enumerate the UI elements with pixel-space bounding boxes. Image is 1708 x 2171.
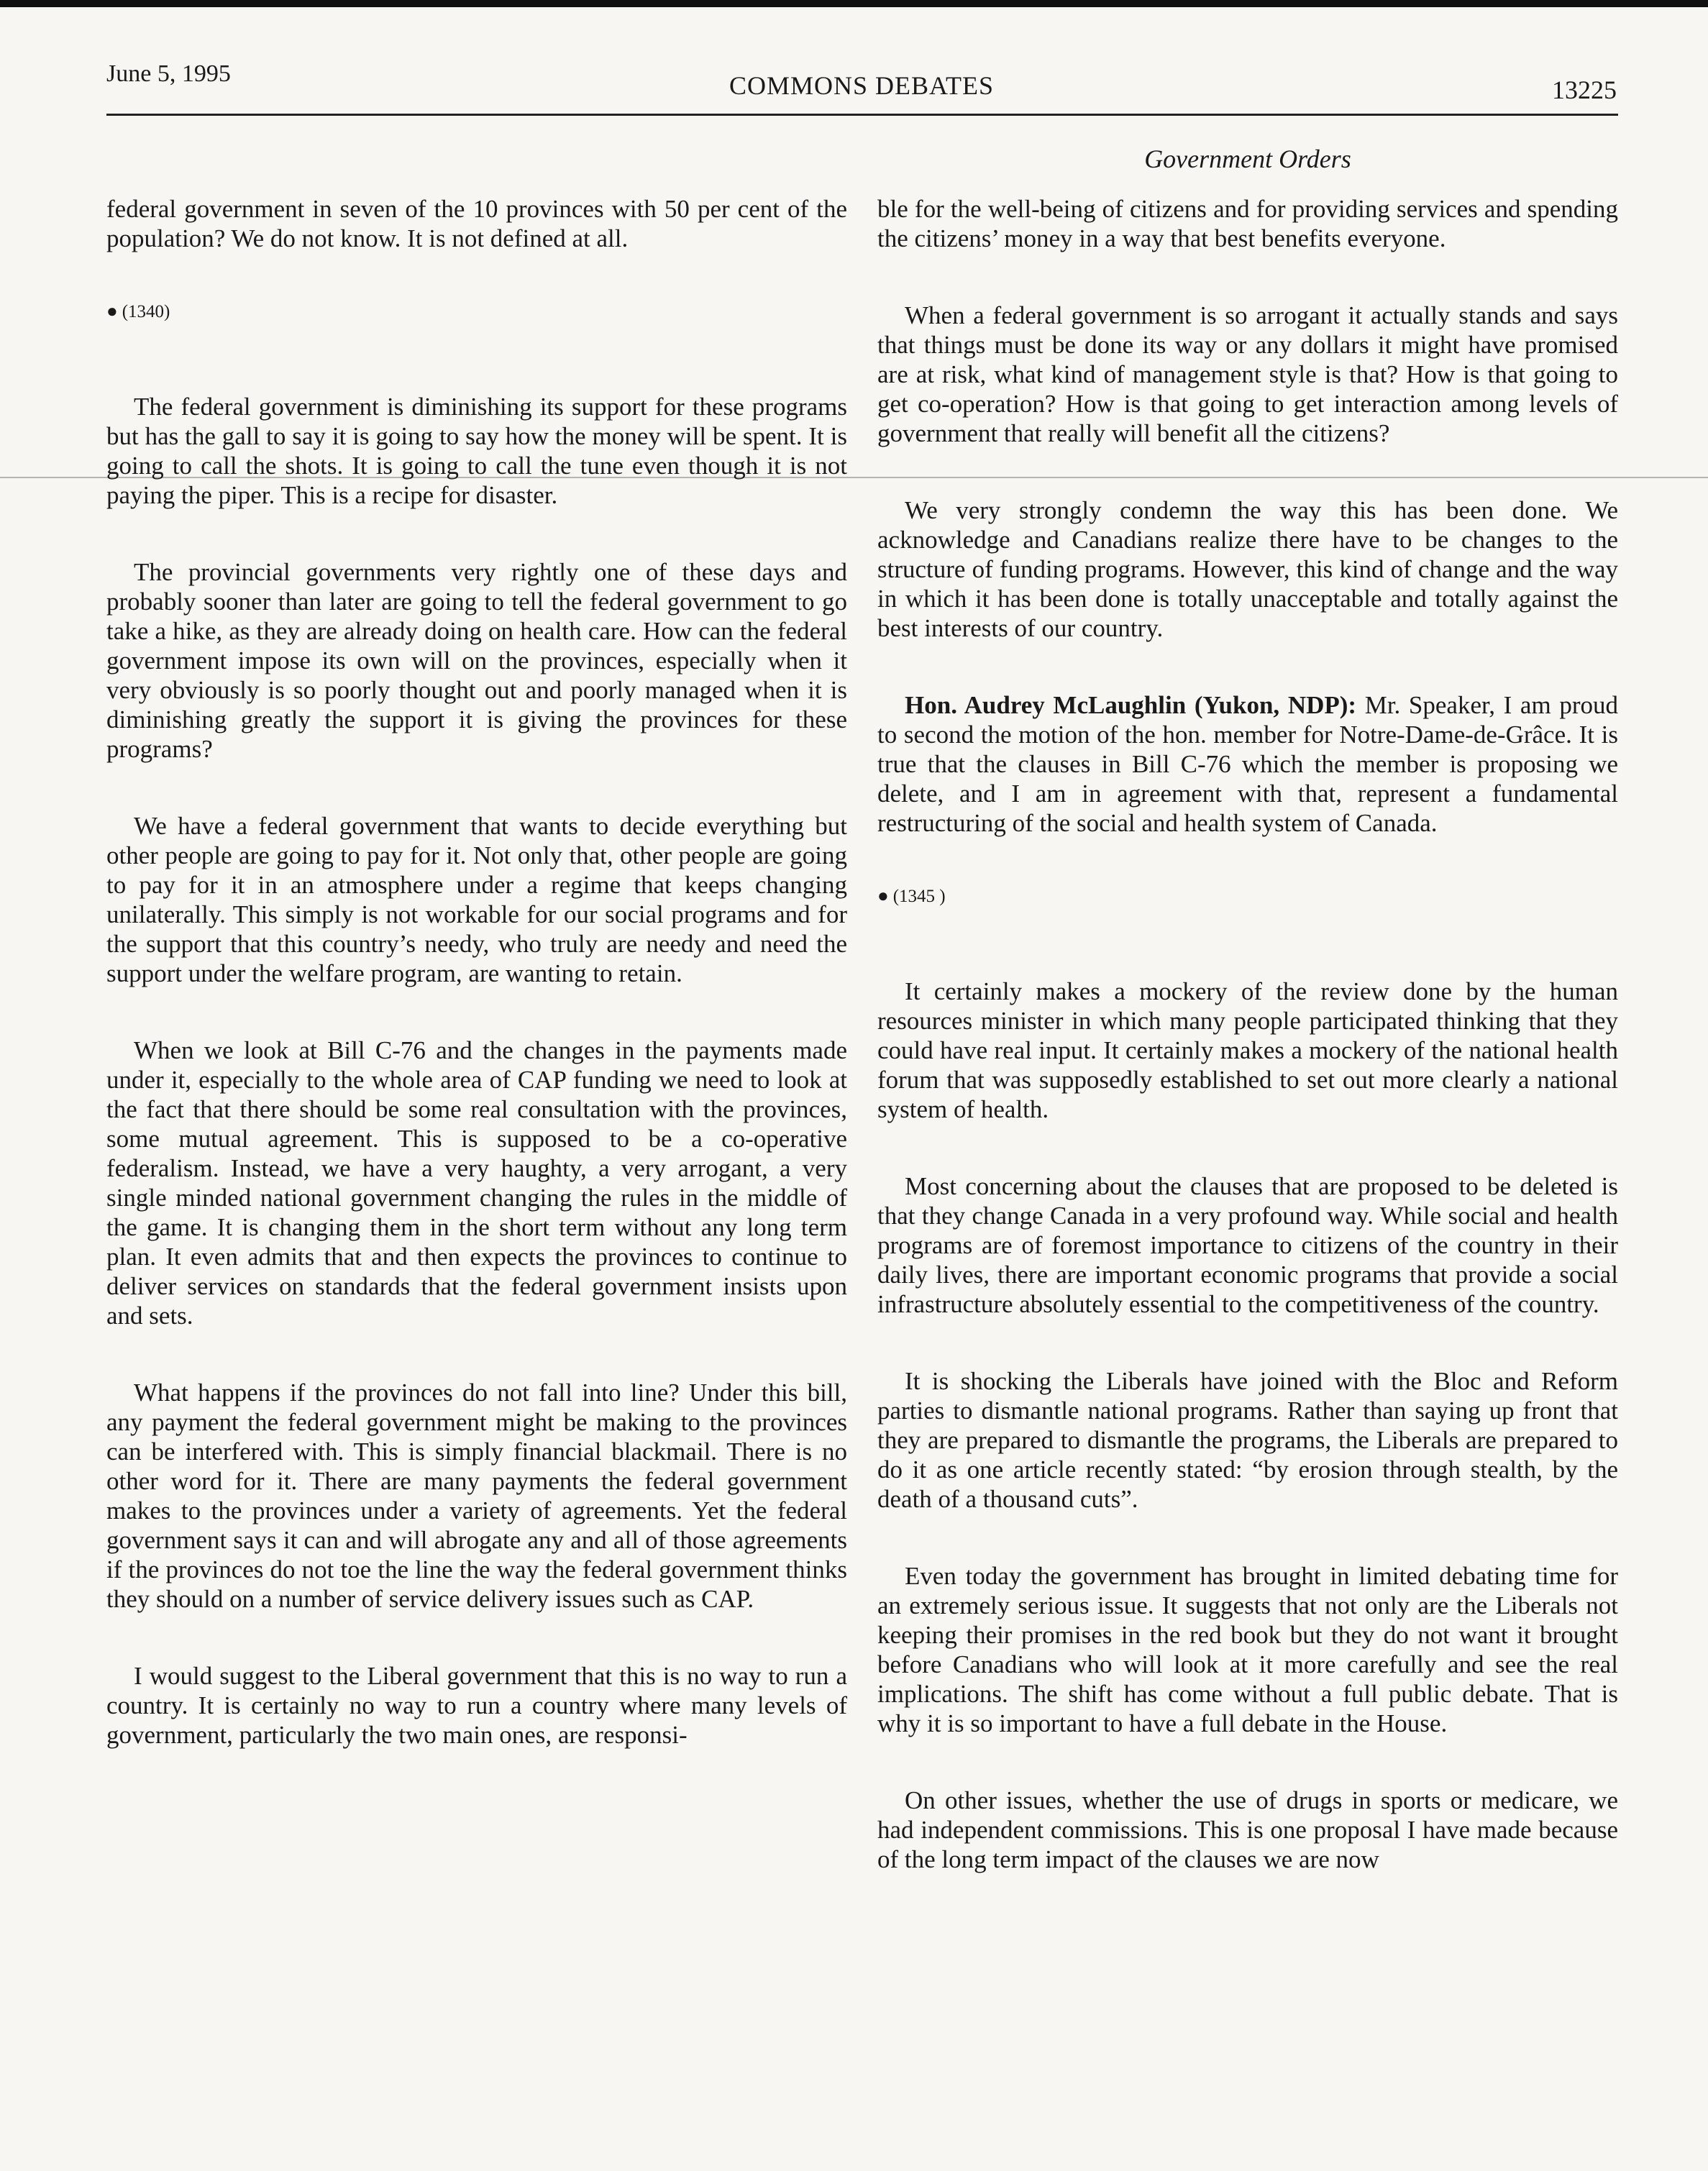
- time-marker-label: (1345 ): [892, 887, 946, 906]
- header-page-number: 13225: [1552, 76, 1617, 104]
- time-marker: [877, 885, 1618, 908]
- paragraph: When a federal government is so arrogant it actually stands and says that things must be done its way or any dollars it might have promised are at risk, what kind of management style is that? How is that going to get co-operation? How is that going to get interaction among levels of government that really will benefit all the citizens?: [877, 301, 1618, 447]
- scan-top-edge: [0, 0, 1708, 7]
- paragraph: Most concerning about the clauses that are proposed to be deleted is that they change Canada in a very profound way. While social and health programs are of foremost importance to citizens of the country in their daily lives, there are important economic programs that provide a social infrastructure absolutely essential to the competitiveness of the country.: [877, 1172, 1618, 1318]
- header-rule: [106, 114, 1618, 116]
- section-heading: Government Orders: [1144, 145, 1351, 173]
- page-header: [106, 60, 1617, 111]
- paragraph: ble for the well-being of citizens and for providing services and spending the citizens’ money in a way that best benefits everyone.: [877, 195, 1618, 252]
- header-title: COMMONS DEBATES: [729, 71, 995, 100]
- time-marker: [106, 301, 847, 323]
- paragraph: On other issues, whether the use of drugs in sports or medicare, we had independent commissions. This is one proposal I have made because of the long term impact of the clauses we are now: [877, 1786, 1618, 1873]
- paragraph: The provincial governments very rightly one of these days and probably sooner than later are going to tell the federal government to go take a hike, as they are already doing on health care. How can the federal government impose its own will on the provinces, especially when it very obviously is so poorly thought out and poorly managed when it is diminishing greatly the support it is giving the provinces for these programs?: [106, 558, 847, 763]
- paragraph: Even today the government has brought in limited debating time for an extremely serious issue. It suggests that not only are the Liberals not keeping their promises in the red book but they do not want it brought before Canadians who will look at it more carefully and see the real implications. The shift has come without a full public debate. That is why it is so important to have a full debate in the House.: [877, 1562, 1618, 1737]
- paragraph: What happens if the provinces do not fall into line? Under this bill, any payment the federal government might be making to the provinces can be interfered with. This is simply financial blackmail. There is no other word for it. There are many payments the federal government makes to the provinces under a variety of agreements. Yet the federal government says it can and will abrogate any and all of those agreements if the provinces do not toe the line the way the federal government thinks they should on a number of service delivery issues such as CAP.: [106, 1379, 847, 1613]
- paragraph: It is shocking the Liberals have joined with the Bloc and Reform parties to dismantle national programs. Rather than saying up front that they are prepared to dismantle the programs, the Liberals are prepared to do it as one article recently stated: “by erosion through stealth, by the death of a thousand cuts”.: [877, 1367, 1618, 1513]
- speech-paragraph: [877, 690, 1618, 838]
- paragraph: I would suggest to the Liberal government that this is no way to run a country. It is certainly no way to run a country where many levels of government, particularly the two main ones, are responsi-: [106, 1662, 847, 1749]
- paragraph: federal government in seven of the 10 provinces with 50 per cent of the population? We do not know. It is not defined at all.: [106, 195, 847, 252]
- bullet-icon: ●: [877, 885, 889, 906]
- paragraph: The federal government is diminishing its support for these programs but has the gall to say it is going to say how the money will be spent. It is going to call the shots. It is going to call the tune even though it is not paying the piper. This is a recipe for disaster.: [106, 393, 847, 509]
- bullet-icon: ●: [106, 301, 118, 321]
- paragraph: It certainly makes a mockery of the review done by the human resources minister in which many people participated thinking that they could have real input. It certainly makes a mockery of the national health forum that was supposedly established to set out more clearly a national system of health.: [877, 977, 1618, 1123]
- left-column: [106, 194, 847, 1797]
- header-date: June 5, 1995: [106, 60, 231, 87]
- right-column: [877, 194, 1618, 1921]
- paragraph: We have a federal government that wants to decide everything but other people are going to pay for it. Not only that, other people are going to pay for it in an atmosphere under a regime that keeps changing unilaterally. This simply is not workable for our social programs and for the support that this country’s needy, who truly are needy and need the support under the welfare program, are wanting to retain.: [106, 812, 847, 987]
- paragraph: We very strongly condemn the way this has been done. We acknowledge and Canadians realize there have to be changes to the structure of funding programs. However, this kind of change and the way in which it has been done is totally unacceptable and totally against the best interests of our country.: [877, 496, 1618, 642]
- time-marker-label: (1340): [122, 302, 170, 321]
- speaker-name: Hon. Audrey McLaughlin (Yukon, NDP):: [905, 691, 1357, 719]
- paragraph: When we look at Bill C-76 and the changes in the payments made under it, especially to the whole area of CAP funding we need to look at the fact that there should be some real consultation with the provinces, some mutual agreement. This is supposed to be a co-operative federalism. Instead, we have a very haughty, a very arrogant, a very single minded national government changing the rules in the middle of the game. It is changing them in the short term without any long term plan. It even admits that and then expects the provinces to continue to deliver services on standards that the federal government insists upon and sets.: [106, 1036, 847, 1330]
- speech-text: Mr. Speaker, I am proud to second the motion of the hon. member for Notre-Dame-de-Grâce. It is true that the clauses in Bill C-76 which the member is proposing we delete, and I am in agreement with that, represent a fundamental restructuring of the social and health system of Canada.: [877, 691, 1618, 837]
